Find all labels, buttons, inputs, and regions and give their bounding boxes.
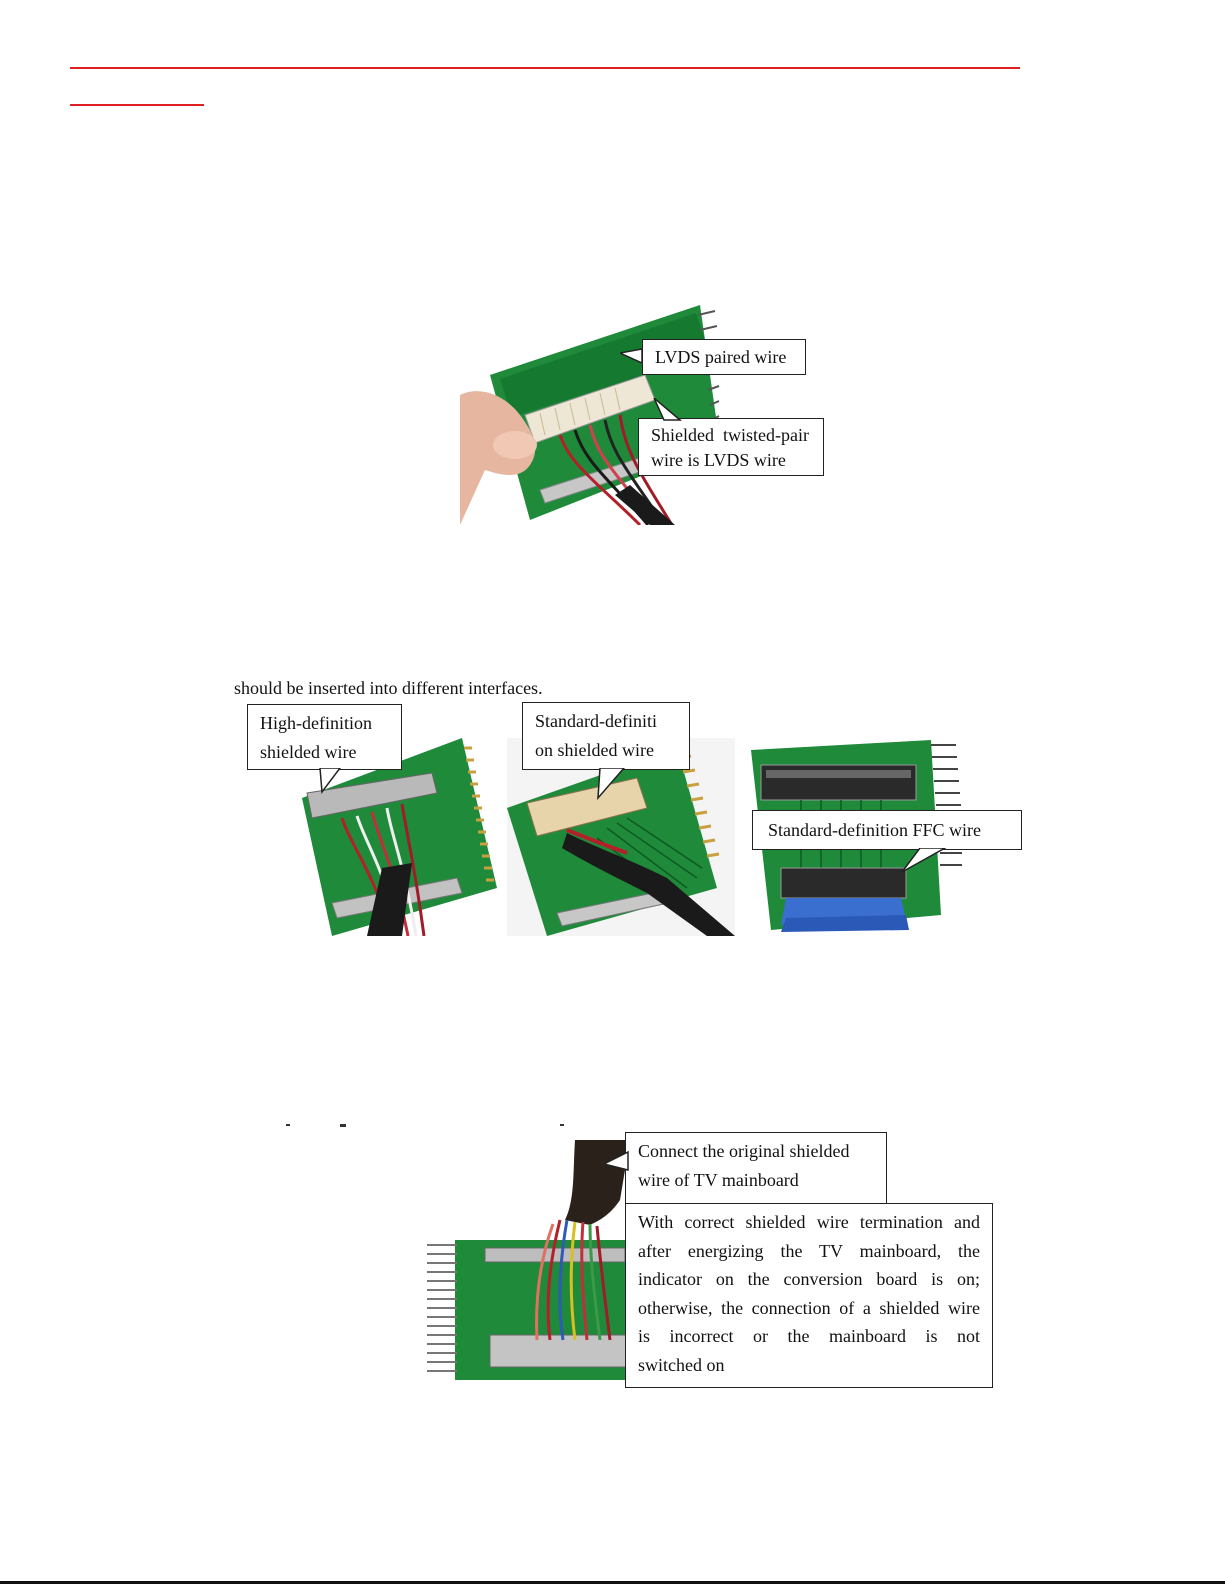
header-red-rule [70,67,1020,69]
callout-sd-ffc-wire [752,810,1022,850]
callout-connect-line-2: wire of TV mainboard [638,1170,799,1190]
callout-pointer-lvds [620,345,646,367]
callout-shielded-line-1: Shielded twisted-pair [651,425,809,445]
callout-hd-line-1: High-definition [260,713,372,733]
callout-ffc-text: Standard-definition FFC wire [768,820,981,840]
indicator-line-2: after energizing the TV mainboard, the [638,1240,980,1261]
callout-shielded-twisted-pair [638,418,824,476]
callout-sd-line-2: on shielded wire [535,740,654,760]
callout-lvds-paired-wire [642,339,806,375]
section2-caption: should be inserted into different interfaces. [234,678,543,698]
callout-hd-shielded-wire [247,704,402,770]
cropped-text-fragment [278,1122,568,1128]
callout-shielded-line-2: wire is LVDS wire [651,450,786,470]
callout-pointer-connect [604,1150,630,1174]
callout-pointer-ffc [890,848,950,876]
indicator-line-5: is incorrect or the mainboard is not [638,1326,980,1347]
callout-hd-line-2: shielded wire [260,742,357,762]
callout-pointer-shielded [650,398,690,422]
callout-connect-original-wire [625,1132,887,1204]
callout-sd-shielded-wire [522,702,690,770]
callout-sd-line-1: Standard-definiti [535,711,657,731]
indicator-line-6: switched on [638,1354,725,1375]
callout-lvds-paired-wire-text: LVDS paired wire [655,347,787,367]
callout-connect-line-1: Connect the original shielded [638,1141,850,1161]
header-red-rule-short [70,104,204,106]
indicator-line-4: otherwise, the connection of a shielded wire [638,1297,980,1318]
callout-pointer-hd [312,768,352,796]
callout-indicator-explanation [625,1203,993,1388]
indicator-line-1: With correct shielded wire termination and [638,1212,980,1232]
indicator-line-3: indicator on the conversion board is on; [638,1269,980,1290]
conversion-board-photo [425,1140,630,1385]
footer-rule [0,1581,1225,1584]
callout-pointer-sd [590,768,630,802]
